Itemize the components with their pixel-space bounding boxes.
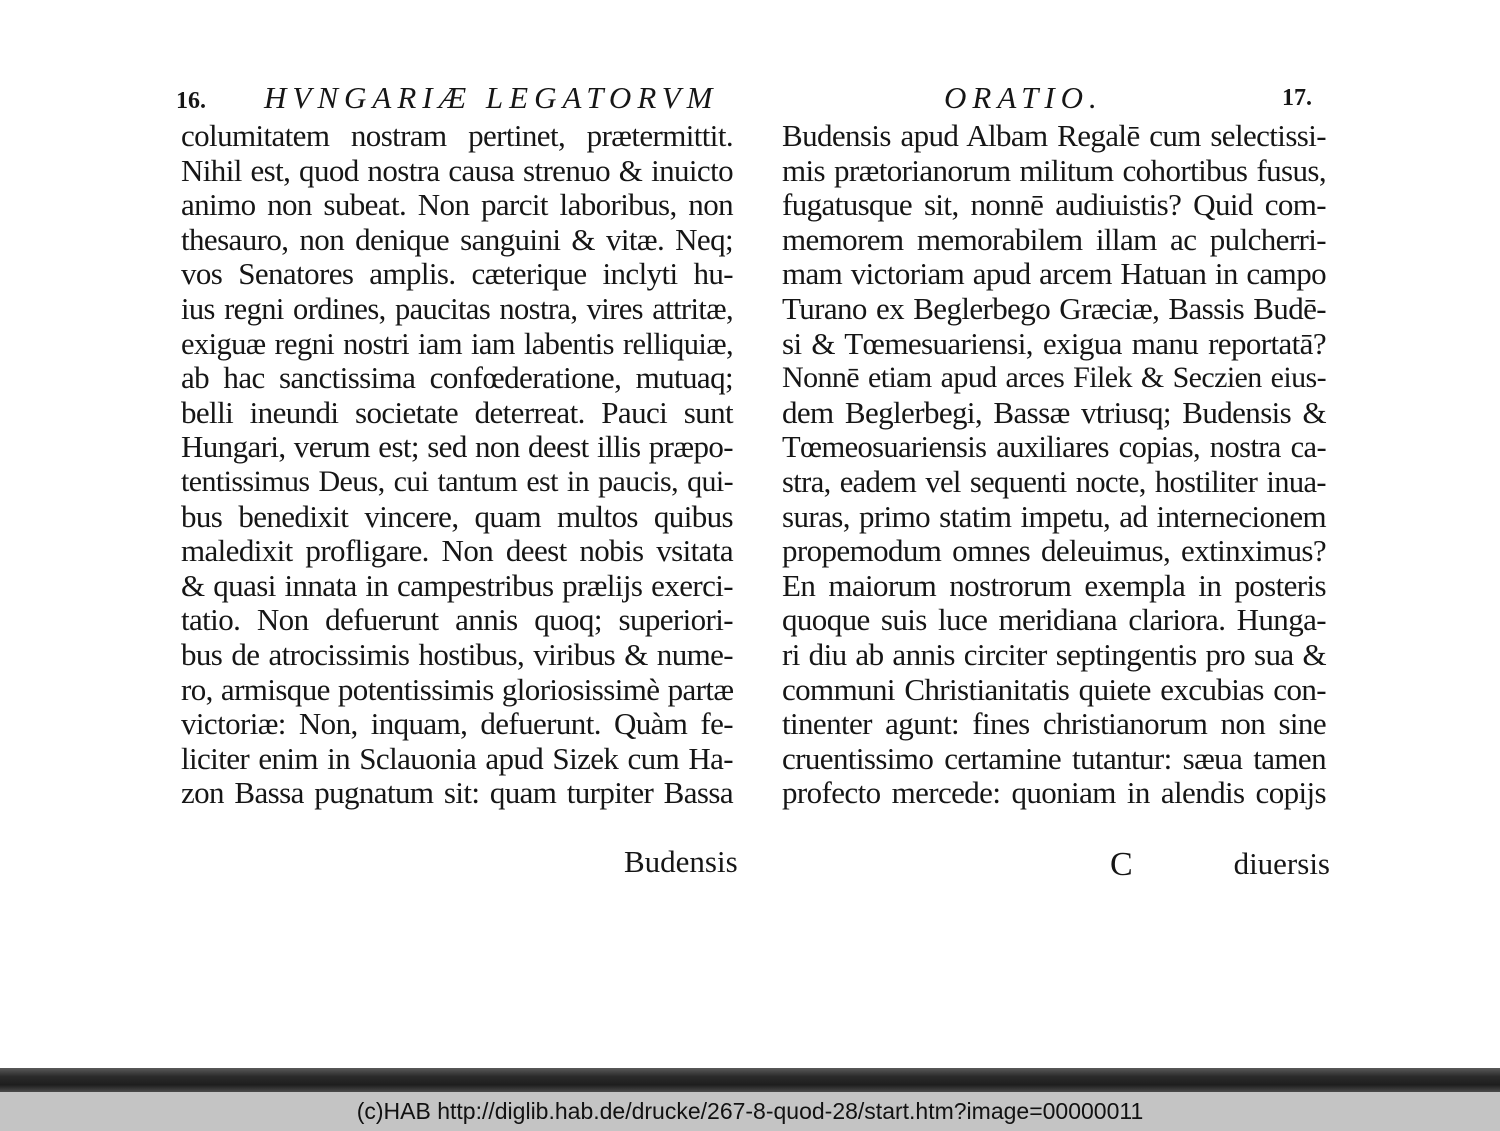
left-running-title: HVNGARIÆ LEGATORVM xyxy=(264,80,719,115)
right-page-text xyxy=(782,119,1326,811)
text-line: thesauro, non denique sanguini & vitæ. Neq; xyxy=(181,221,733,257)
right-running-head xyxy=(944,78,1324,118)
text-line: Nonnē etiam apud arces Filek & Seczien eius- xyxy=(782,361,1326,395)
text-line: si & Tœmesuariensi, exigua manu reportatā? xyxy=(782,325,1326,361)
right-page-foot xyxy=(782,846,1330,884)
left-catchword: Budensis xyxy=(624,844,738,879)
left-page-text xyxy=(181,119,733,811)
text-line: ab hac sanctissima confœderatione, mutuaq; xyxy=(181,360,733,396)
text-line: Turano ex Beglerbego Græciæ, Bassis Budē- xyxy=(782,290,1326,326)
text-line: & quasi innata in campestribus prælijs exerci- xyxy=(181,567,733,603)
text-line: ius regni ordines, paucitas nostra, vires attritæ, xyxy=(181,291,733,326)
left-page-number: 16. xyxy=(176,88,206,114)
signature-mark: C xyxy=(1110,846,1133,883)
scan-edge-shadow xyxy=(0,1068,1500,1092)
text-line: ro, armisque potentissimis gloriosissimè partæ xyxy=(181,671,734,707)
text-line: mam victoriam apud arcem Hatuan in campo xyxy=(782,256,1326,292)
text-line: memorem memorabilem illam ac pulcherri- xyxy=(782,221,1326,257)
text-line: Nihil est, quod nostra causa strenuo & inuicto xyxy=(181,152,733,188)
text-line: dem Beglerbegi, Bassæ vtriusq; Budensis & xyxy=(782,394,1326,430)
text-line: fugatusque sit, nonnē audiuistis? Quid com- xyxy=(782,187,1326,223)
text-line: belli ineundi societate deterreat. Pauci sunt xyxy=(181,394,733,430)
text-line: vos Senatores amplis. cæterique inclyti hu- xyxy=(181,256,733,292)
text-line: communi Christianitatis quiete excubias con- xyxy=(782,671,1326,707)
text-line: stra, eadem vel sequenti nocte, hostiliter inua- xyxy=(782,464,1326,499)
text-line: zon Bassa pugnatum sit: quam turpiter Bassa xyxy=(181,775,733,811)
text-line: bus de atrocissimis hostibus, viribus & nume- xyxy=(181,636,733,672)
text-line: maledixit profligare. Non deest nobis vsitata xyxy=(181,533,733,569)
left-running-head xyxy=(176,78,719,118)
text-line: exiguæ regni nostri iam iam labentis relliquiæ, xyxy=(181,326,733,361)
text-line: propemodum omnes deleuimus, extinximus? xyxy=(782,533,1326,569)
text-line: suras, primo statim impetu, ad internecionem xyxy=(782,498,1326,534)
footer-credit-text: (c)HAB http://diglib.hab.de/drucke/267-8-quod-28/start.htm?image=00000011 xyxy=(356,1098,1144,1124)
text-line: Tœmeosuariensis auxiliares copias, nostra ca- xyxy=(782,430,1326,465)
text-line: Hungari, verum est; sed non deest illis præpo- xyxy=(181,429,733,465)
text-line: animo non subeat. Non parcit laboribus, non xyxy=(181,187,733,223)
text-line: Budensis apud Albam Regalē cum selectissi- xyxy=(782,118,1326,153)
text-line: En maiorum nostrorum exempla in posteris xyxy=(782,567,1326,603)
text-line: cruentissimo certamine tutantur: sæua tamen xyxy=(782,740,1326,776)
text-line: mis prætorianorum militum cohortibus fusus, xyxy=(782,152,1326,188)
copyright-footer xyxy=(0,1092,1500,1131)
text-line: quoque suis luce meridiana clariora. Hunga- xyxy=(782,602,1326,638)
text-line: profecto mercede: quoniam in alendis copijs xyxy=(782,775,1326,811)
text-line: liciter enim in Sclauonia apud Sizek cum Ha- xyxy=(181,740,733,776)
text-line: tentissimus Deus, cui tantum est in paucis, qui- xyxy=(181,464,733,498)
text-line: ri diu ab annis circiter septingentis pro sua & xyxy=(782,636,1326,672)
text-line: tatio. Non defuerunt annis quoq; superiori- xyxy=(181,602,733,638)
text-line: tinenter agunt: fines christianorum non sine xyxy=(782,706,1326,742)
text-line: bus benedixit vincere, quam multos quibus xyxy=(181,498,733,534)
right-page-number: 17. xyxy=(1282,85,1312,111)
right-running-title: ORATIO. xyxy=(944,80,1103,115)
text-line: victoriæ: Non, inquam, defuerunt. Quàm fe- xyxy=(181,706,733,742)
right-catchword: diuersis xyxy=(1233,846,1330,881)
text-line: columitatem nostram pertinet, prætermittit. xyxy=(181,118,733,153)
